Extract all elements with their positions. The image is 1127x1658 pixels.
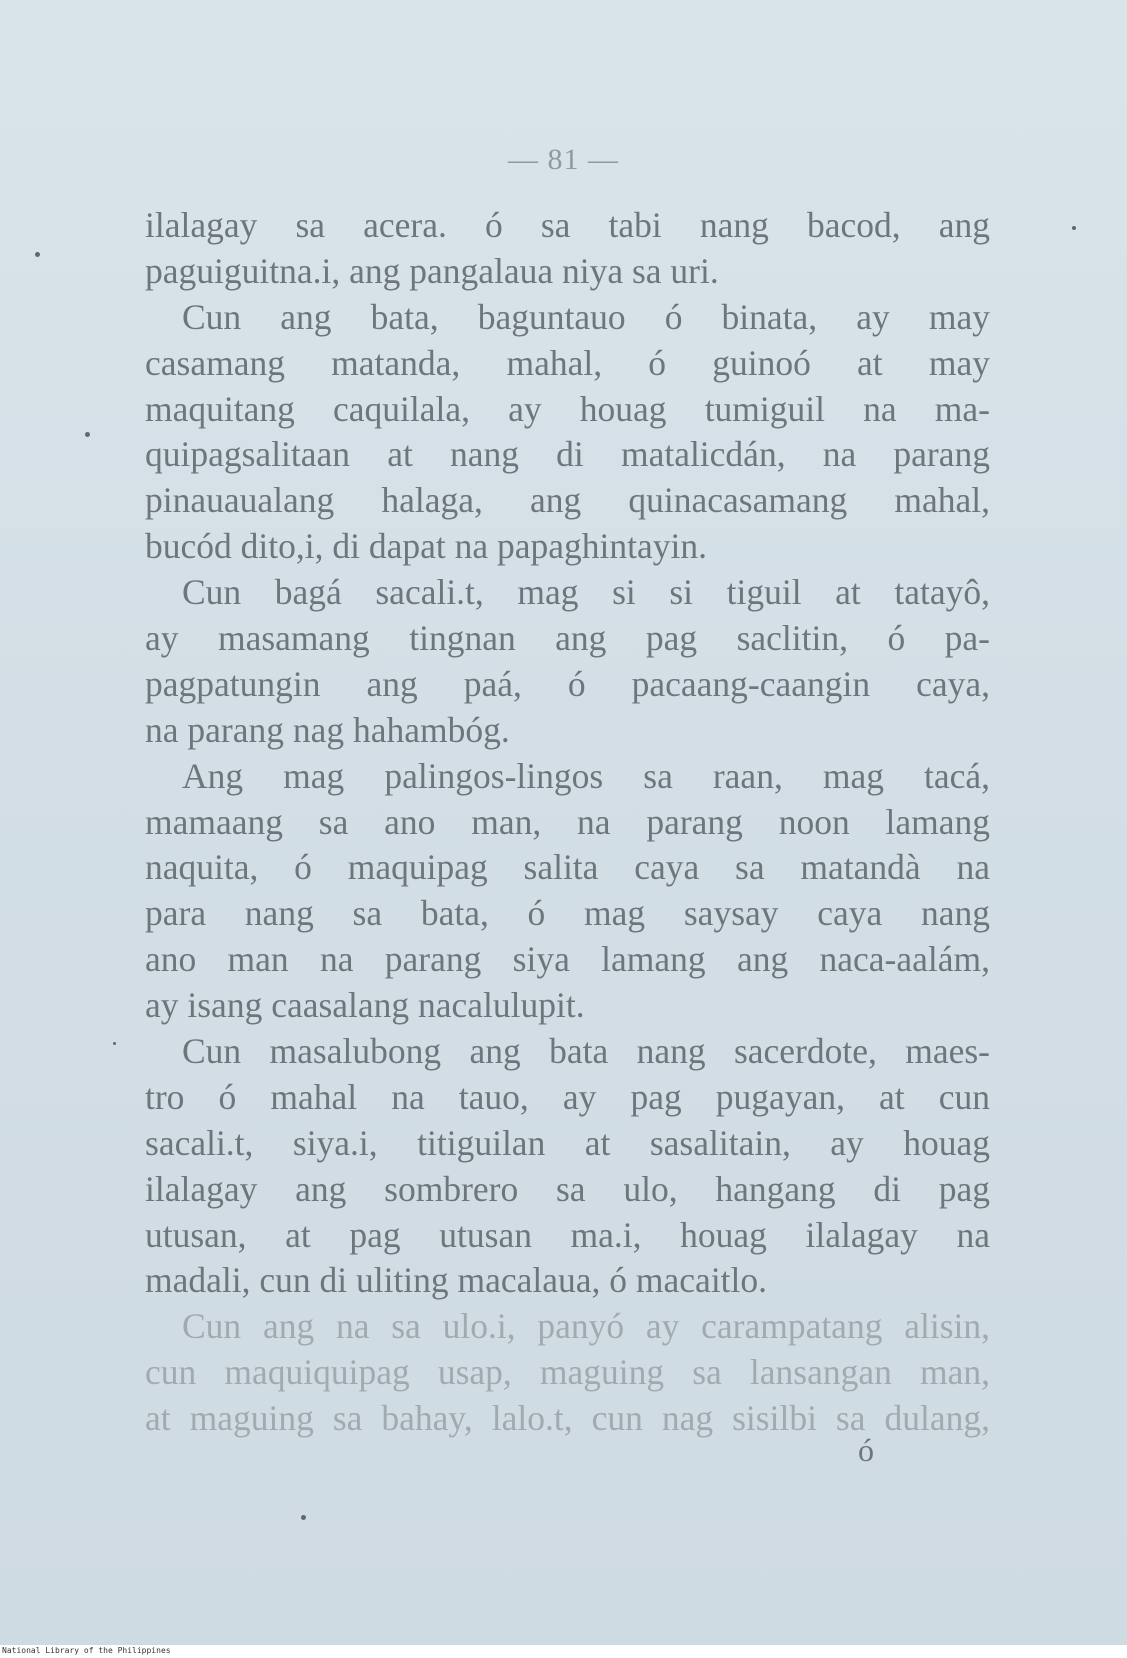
text-line: madali, cun di uliting macalaua, ó macaitlo.	[145, 1260, 768, 1301]
text-line: tro ó mahal na tauo, ay pag pugayan, at cun	[145, 1076, 990, 1117]
paragraph-first-line: Cun bagá sacali.t, mag si si tiguil at tatayô,	[182, 572, 990, 613]
text-line: naquita, ó maquipag salita caya sa matandà na	[145, 847, 990, 888]
paper-speck	[301, 1515, 306, 1520]
text-line: bucód dito,i, di dapat na papaghintayin.	[145, 526, 707, 567]
body-text	[145, 203, 990, 1442]
text-line: na parang nag hahambóg.	[145, 709, 510, 750]
text-line: ilalagay ang sombrero sa ulo, hangang di pag	[145, 1168, 990, 1209]
text-line: pinauaualang halaga, ang quinacasamang mahal,	[145, 480, 990, 521]
paper-speck	[35, 252, 40, 257]
text-line: casamang matanda, mahal, ó guinoó at may	[145, 342, 990, 383]
text-line: ano man na parang siya lamang ang naca-aalám,	[145, 939, 990, 980]
paragraph-first-line: Ang mag palingos-lingos sa raan, mag tacá,	[182, 755, 990, 796]
text-line: ay masamang tingnan ang pag saclitin, ó pa-	[145, 618, 990, 659]
paragraph-first-line: Cun ang bata, baguntauo ó binata, ay may	[182, 296, 990, 337]
library-credit: National Library of the Philippines	[2, 1646, 171, 1655]
text-line: mamaang sa ano man, na parang noon lamang	[145, 801, 990, 842]
text-line: pagpatungin ang paá, ó pacaang-caangin caya,	[145, 663, 990, 704]
text-line: para nang sa bata, ó mag saysay caya nang	[145, 893, 990, 934]
text-line: sacali.t, siya.i, titiguilan at sasalitain, ay houag	[145, 1122, 990, 1163]
text-line: utusan, at pag utusan ma.i, houag ilalagay na	[145, 1214, 990, 1255]
catchword: ó	[858, 1432, 874, 1468]
text-line: at maguing sa bahay, lalo.t, cun nag sisilbi sa dulang,	[145, 1398, 990, 1439]
paragraph-first-line: Cun ang na sa ulo.i, panyó ay carampatang alisin,	[182, 1306, 990, 1347]
text-line: quipagsalitaan at nang di matalicdán, na parang	[145, 434, 990, 475]
paper-speck	[85, 432, 90, 437]
text-line: paguiguitna.i, ang pangalaua niya sa uri.	[145, 250, 719, 291]
paragraph-first-line: Cun masalubong ang bata nang sacerdote, maes-	[182, 1031, 990, 1072]
paper-speck	[113, 1042, 116, 1045]
text-line: ay isang caasalang nacalulupit.	[145, 985, 585, 1026]
footer-strip	[0, 1645, 1127, 1658]
page-number: — 81 —	[508, 143, 619, 176]
text-line: cun maquiquipag usap, maguing sa lansangan man,	[145, 1352, 990, 1393]
paper-speck	[1072, 226, 1076, 230]
text-line: maquitang caquilala, ay houag tumiguil na ma-	[145, 388, 990, 429]
text-line: ilalagay sa acera. ó sa tabi nang bacod, ang	[145, 205, 990, 245]
